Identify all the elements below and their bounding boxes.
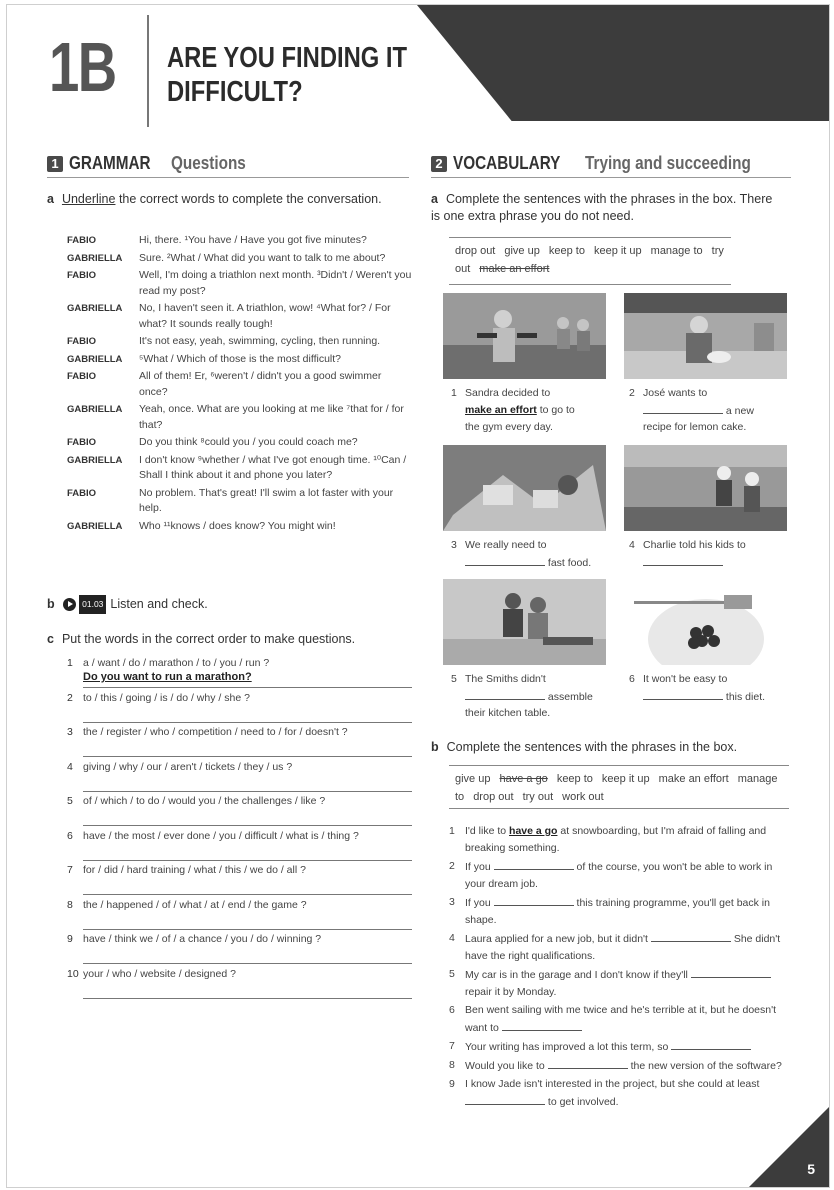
question-words: your / who / website / designed ? (83, 967, 236, 980)
answer-line[interactable] (83, 963, 412, 964)
instruction-text: Listen and check. (110, 596, 208, 611)
line-text[interactable]: Hi, there. ¹You have / Have you got five minutes? (139, 234, 367, 246)
conversation-line (67, 251, 412, 267)
question-item (67, 692, 412, 727)
question-number: 2 (67, 691, 73, 704)
line-text[interactable]: Sure. ²What / What did you want to talk to me about? (139, 251, 386, 264)
instruction-underline: Underline (61, 192, 116, 206)
answer-blank[interactable] (548, 1057, 628, 1069)
sentence-number: 3 (449, 896, 455, 908)
question-number: 4 (67, 760, 73, 773)
section-number: 1 (47, 156, 63, 172)
sentence-text: at snowboarding, but I'm afraid of falling and breaking something. (465, 825, 767, 854)
phrase-option: drop out (473, 791, 514, 803)
sentence-text: She didn't have the right qualifications. (465, 933, 781, 962)
line-text[interactable]: Well, I'm doing a triathlon next month. ³Didn't / Weren't you read my post? (139, 269, 412, 297)
line-text[interactable]: Yeah, once. What are you looking at me like ⁷that for / for that? (139, 403, 404, 431)
sentence-number: 9 (449, 1078, 455, 1090)
photo-gym (443, 293, 606, 379)
conversation (67, 233, 412, 536)
answer-blank[interactable] (465, 554, 545, 566)
line-text[interactable]: No problem. That's great! I'll swim a lot faster with your help. (139, 486, 394, 514)
phrase-option: keep to (548, 245, 585, 257)
header-divider (147, 15, 149, 127)
phrase-option: try out (455, 245, 724, 275)
sentence-number: 1 (449, 825, 455, 837)
sentence-item (449, 1038, 789, 1056)
grammar-heading (47, 153, 259, 174)
sentence-item (449, 930, 789, 965)
title-line-1: ARE YOU FINDING IT (167, 42, 408, 74)
caption-text: a new (725, 405, 754, 417)
example-answer: Do you want to run a marathon? (83, 671, 252, 683)
phrase-option: make an effort (658, 773, 729, 785)
instruction-text: Complete the sentences with the phrases in the box. (446, 740, 738, 754)
page-number: 5 (807, 1161, 815, 1177)
line-text[interactable]: No, I haven't seen it. A triathlon, wow! ⁴What for? / For what? It sounds really tough! (139, 302, 391, 330)
question-words: of / which / to do / would you / the challenges / like ? (83, 795, 326, 807)
sentence-number: 8 (449, 1059, 455, 1071)
sentence-text: If you (465, 897, 491, 909)
sentence-number: 2 (449, 860, 455, 872)
caption-text: Charlie told his kids to (643, 539, 746, 551)
conversation-line (67, 453, 412, 484)
caption-answer: make an effort (465, 404, 537, 416)
answer-line[interactable] (83, 860, 412, 861)
instruction-c (47, 631, 355, 648)
section-rule (47, 177, 409, 178)
answer-line[interactable] (83, 756, 412, 757)
sentence-item (449, 894, 789, 929)
instruction-a (47, 191, 387, 208)
speaker-name: GABRIELLA (67, 353, 123, 365)
line-text[interactable]: All of them! Er, ⁶weren't / didn't you a good swimmer once? (139, 370, 382, 398)
line-text[interactable]: ⁵What / Which of those is the most difficult? (139, 352, 341, 365)
unit-number: 1B (49, 28, 116, 106)
sentence-number: 6 (449, 1004, 455, 1016)
question-words: for / did / hard training / what / this / we do / all ? (83, 864, 306, 876)
answer-blank[interactable] (691, 966, 771, 978)
phrase-option: give up (504, 245, 540, 257)
phrase-option: manage to (650, 245, 703, 257)
exercise-letter: a (431, 192, 438, 206)
answer-line[interactable] (83, 825, 412, 826)
conversation-line (67, 402, 412, 433)
conversation-line (67, 435, 412, 451)
conversation-line (67, 334, 412, 350)
line-text[interactable]: I don't know ⁹whether / what I've got enough time. ¹⁰Can / Shall I think about it and phone you later? (139, 453, 407, 481)
caption-number: 6 (629, 673, 635, 685)
question-item (67, 864, 412, 899)
question-number: 6 (67, 829, 73, 842)
caption-number: 3 (451, 539, 457, 551)
title-line-2: DIFFICULT? (167, 76, 303, 108)
phrase-option: manage to (455, 773, 778, 803)
sentence-number: 7 (449, 1040, 455, 1052)
caption-text: Sandra decided to (465, 387, 551, 399)
section-name: VOCABULARY (453, 153, 561, 173)
sentence-text: repair it by Monday. (465, 986, 557, 998)
phrase-option: keep it up (601, 773, 650, 785)
caption-text: It won't be easy to (643, 673, 728, 685)
question-item (67, 933, 412, 968)
speaker-name: FABIO (67, 437, 97, 448)
workbook-page (6, 4, 830, 1188)
page-title (167, 41, 479, 109)
speaker-name: FABIO (67, 336, 97, 347)
question-words: giving / why / our / aren't / tickets / they / us ? (83, 760, 293, 773)
question-item (67, 968, 412, 1003)
speaker-name: GABRIELLA (67, 252, 123, 264)
question-number: 5 (67, 795, 73, 807)
answer-blank[interactable] (651, 930, 731, 942)
caption-number: 4 (629, 539, 635, 551)
sentence-number: 4 (449, 932, 455, 944)
instruction-text: Complete the sentences with the phrases in the box. There is one extra phrase you do not need. (431, 192, 773, 223)
answer-blank[interactable] (643, 554, 723, 566)
section-subtitle: Questions (171, 153, 246, 173)
speaker-name: FABIO (67, 235, 97, 246)
sentence-text: Ben went sailing with me twice and he's terrible at it, but he doesn't want to (465, 1004, 777, 1034)
speaker-name: GABRIELLA (67, 454, 123, 466)
exercise-letter: a (47, 192, 54, 206)
exercise-letter: b (431, 740, 439, 754)
question-number: 10 (67, 967, 79, 980)
answer-line[interactable] (83, 791, 412, 792)
vocab-heading (431, 153, 780, 174)
conversation-line (67, 486, 412, 517)
phrase-option: have a go (499, 773, 548, 785)
header-banner (417, 5, 830, 121)
sentence-text: If you (465, 861, 491, 873)
speaker-name: GABRIELLA (67, 404, 123, 415)
answer-blank[interactable] (465, 688, 545, 700)
answer-blank[interactable] (502, 1019, 582, 1031)
answer-line[interactable] (83, 722, 412, 723)
section-number: 2 (431, 156, 447, 172)
answer-blank[interactable] (671, 1038, 751, 1050)
answer-blank[interactable] (643, 688, 723, 700)
question-number: 9 (67, 933, 73, 945)
sentence-text: Your writing has improved a lot this term, so (465, 1041, 669, 1053)
sentence-text: I'd like to (465, 825, 507, 837)
vocab-instruction-b (431, 739, 737, 756)
question-list (67, 657, 412, 1002)
caption-text: this diet. (725, 691, 766, 703)
section-subtitle: Trying and succeeding (585, 153, 752, 173)
question-item (67, 830, 412, 865)
question-number: 3 (67, 726, 73, 738)
instruction-text: the correct words to complete the conversation. (118, 192, 382, 206)
line-text[interactable]: Do you think ⁸could you / you could coach me? (139, 436, 358, 448)
sentence-item (449, 1057, 789, 1075)
question-words: a / want / do / marathon / to / you / run ? (83, 657, 270, 669)
speaker-name: FABIO (67, 487, 97, 499)
phrase-option: keep to (556, 773, 593, 785)
track-number: 01.03 (79, 595, 106, 614)
question-item (67, 761, 412, 796)
caption-text: We really need to (465, 539, 547, 551)
answer-blank[interactable] (494, 858, 574, 870)
section-rule (431, 177, 791, 178)
vocab-instruction-a (431, 191, 781, 225)
answer-blank[interactable] (465, 1093, 545, 1105)
photo-fastfood (443, 445, 606, 531)
sentence-list (449, 823, 789, 1112)
conversation-line (67, 233, 412, 249)
caption-number: 1 (451, 387, 457, 399)
page-corner (749, 1107, 829, 1187)
sentence-text: to get involved. (547, 1096, 619, 1108)
sentence-item (449, 1002, 789, 1037)
sentence-text: Laura applied for a new job, but it didn't (465, 933, 648, 945)
caption-text: the gym every day. (465, 421, 553, 433)
phrase-option: give up (455, 773, 491, 785)
caption-text: The Smiths didn't (465, 673, 546, 685)
phrase-box-2 (449, 765, 789, 809)
caption-text: fast food. (547, 557, 592, 569)
question-item (67, 657, 412, 692)
conversation-line (67, 519, 412, 535)
conversation-line (67, 352, 412, 368)
caption-text: assemble (547, 691, 593, 703)
question-item (67, 726, 412, 761)
conversation-line (67, 301, 412, 332)
answer-line[interactable] (83, 687, 412, 688)
sentence-item (449, 823, 789, 857)
sentence-text: the new version of the software? (630, 1060, 782, 1072)
conversation-line (67, 369, 412, 400)
sentence-number: 5 (449, 968, 455, 980)
speaker-name: FABIO (67, 270, 97, 281)
sentence-item (449, 1076, 789, 1111)
phrase-option: drop out (455, 245, 496, 257)
sentence-text: My car is in the garage and I don't know if they'll (465, 969, 688, 981)
photo-building (624, 445, 787, 531)
phrase-box-1 (449, 237, 731, 285)
play-icon[interactable] (63, 598, 76, 611)
caption-number: 5 (451, 673, 457, 685)
sentence-item (449, 966, 789, 1001)
answer-line[interactable] (83, 929, 412, 930)
sentence-item (449, 858, 789, 893)
sentence-text: I know Jade isn't interested in the project, but she could at least (465, 1078, 760, 1090)
photo-diet-plate (624, 579, 787, 665)
photo-kitchen (624, 293, 787, 379)
question-words: to / this / going / is / do / why / she ? (83, 691, 250, 704)
question-item (67, 795, 412, 830)
exercise-letter: b (47, 596, 55, 611)
caption-text: to go to (539, 404, 575, 416)
example-answer: have a go (509, 825, 558, 837)
line-text[interactable]: It's not easy, yeah, swimming, cycling, then running. (139, 335, 381, 347)
caption-number: 2 (629, 387, 635, 399)
question-number: 8 (67, 898, 73, 911)
answer-blank[interactable] (494, 894, 574, 906)
sentence-text: this training programme, you'll get back in shape. (465, 897, 770, 926)
photo-family (443, 579, 606, 665)
caption-text: José wants to (643, 387, 708, 399)
question-number: 1 (67, 657, 73, 669)
question-item (67, 899, 412, 934)
phrase-option: try out (522, 791, 554, 803)
sentence-text: Would you like to (465, 1060, 545, 1072)
question-words: the / register / who / competition / need to / for / doesn't ? (83, 726, 348, 738)
speaker-name: GABRIELLA (67, 520, 123, 532)
line-text[interactable]: Who ¹¹knows / does know? You might win! (139, 519, 336, 532)
sentence-text: of the course, you won't be able to work in your dream job. (465, 861, 773, 890)
instruction-text: Put the words in the correct order to make questions. (61, 632, 356, 646)
speaker-name: FABIO (67, 371, 97, 382)
section-name: GRAMMAR (69, 153, 151, 173)
question-words: have / the most / ever done / you / difficult / what is / thing ? (83, 829, 359, 842)
phrase-option: work out (562, 791, 604, 803)
instruction-b (47, 595, 208, 614)
caption-text: recipe for lemon cake. (643, 421, 747, 433)
answer-blank[interactable] (643, 402, 723, 414)
conversation-line (67, 268, 412, 299)
question-words: have / think we / of / a chance / you / do / winning ? (83, 933, 322, 945)
speaker-name: GABRIELLA (67, 303, 123, 314)
question-number: 7 (67, 864, 73, 876)
caption-text: their kitchen table. (465, 707, 551, 719)
answer-line[interactable] (83, 998, 412, 999)
exercise-letter: c (47, 632, 54, 646)
answer-line[interactable] (83, 894, 412, 895)
phrase-option: keep it up (593, 245, 642, 257)
question-words: the / happened / of / what / at / end / the game ? (83, 898, 307, 911)
phrase-option: make an effort (479, 263, 550, 275)
